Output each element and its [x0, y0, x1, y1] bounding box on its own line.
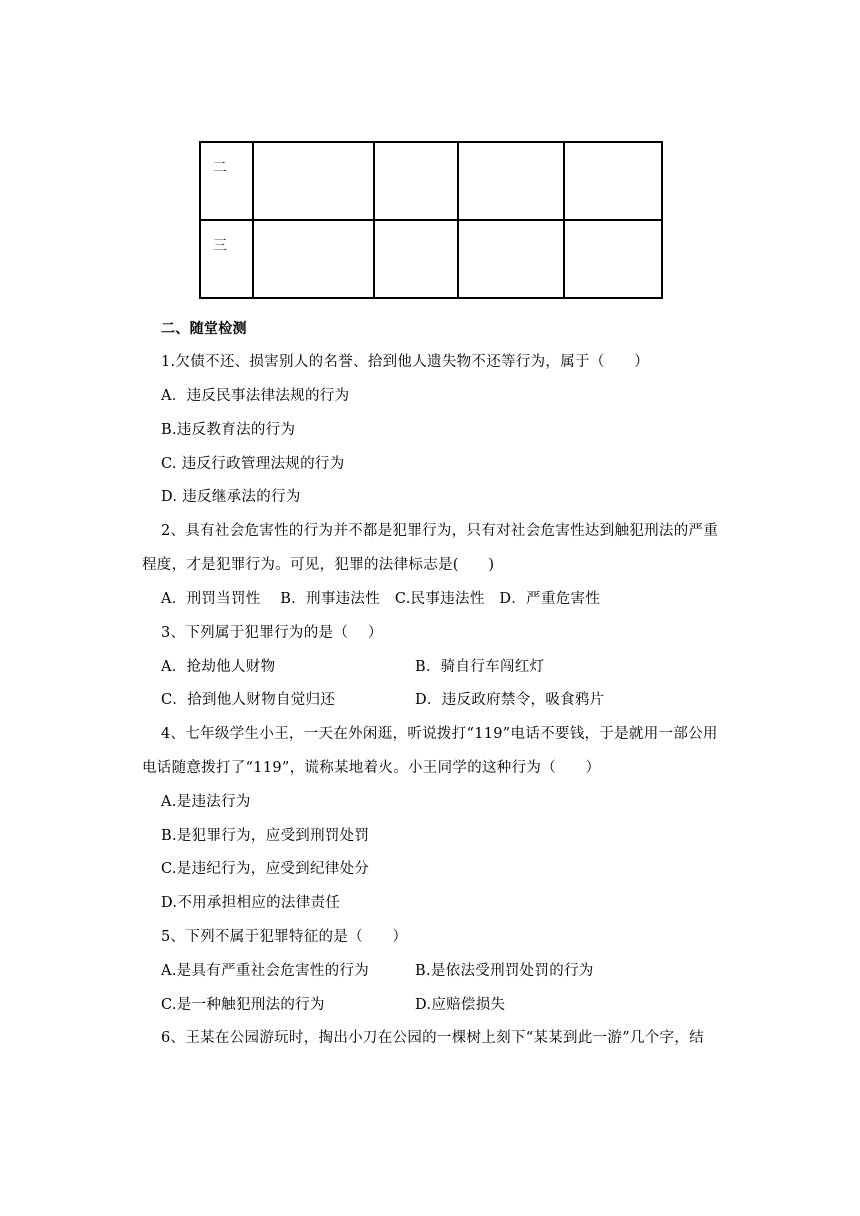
question-4-option-d: D.不用承担相应的法律责任 — [161, 895, 341, 911]
question-2-options: A．刑罚当罚性 B．刑事违法性 C.民事违法性 D．严重危害性 — [161, 591, 601, 607]
question-6-stem-line1: 6、王某在公园游玩时，掏出小刀在公园的一棵树上刻下“某某到此一游”几个字，结 — [161, 1030, 704, 1046]
row-label: 二 — [200, 142, 253, 220]
table-cell — [253, 220, 374, 298]
question-5-stem: 5、下列不属于犯罪特征的是（ ） — [161, 929, 408, 945]
question-4-option-c: C.是违纪行为，应受到纪律处分 — [161, 861, 370, 877]
row-label: 三 — [200, 220, 253, 298]
table-cell — [564, 220, 662, 298]
table-cell — [458, 142, 564, 220]
table-cell — [253, 142, 374, 220]
question-1-option-a: A．违反民事法律法规的行为 — [161, 388, 350, 404]
question-4-option-b: B.是犯罪行为，应受到刑罚处罚 — [161, 828, 370, 844]
answer-table — [199, 141, 663, 299]
question-3-option-d: D．违反政府禁令，吸食鸦片 — [415, 692, 605, 708]
table-cell — [374, 142, 458, 220]
question-3-option-c: C．拾到他人财物自觉归还 — [161, 692, 336, 708]
question-4-stem-line1: 4、七年级学生小王，一天在外闲逛，听说拨打“119”电话不要钱，于是就用一部公用 — [161, 726, 718, 742]
question-4-stem-line2: 电话随意拨打了“119”，谎称某地着火。小王同学的这种行为（ ） — [142, 760, 601, 776]
table-cell — [564, 142, 662, 220]
question-1-stem: 1.欠债不还、损害别人的名誉、拾到他人遗失物不还等行为，属于（ ） — [161, 354, 650, 370]
question-2-stem-line2: 程度，才是犯罪行为。可见，犯罪的法律标志是( ) — [142, 557, 495, 573]
question-3-option-a: A．抢劫他人财物 — [161, 659, 276, 675]
question-1-option-b: B.违反教育法的行为 — [161, 422, 296, 438]
question-3-stem: 3、下列属于犯罪行为的是（ ） — [161, 625, 383, 641]
table-row — [200, 220, 662, 298]
question-5-option-a: A.是具有严重社会危害性的行为 — [161, 963, 370, 979]
question-1-option-c: C. 违反行政管理法规的行为 — [161, 456, 345, 472]
question-5-option-d: D.应赔偿损失 — [415, 997, 506, 1013]
table-cell — [458, 220, 564, 298]
question-5-option-b: B.是依法受刑罚处罚的行为 — [415, 963, 594, 979]
question-5-option-c: C.是一种触犯刑法的行为 — [161, 997, 325, 1013]
question-3-option-b: B．骑自行车闯红灯 — [415, 659, 545, 675]
question-1-option-d: D. 违反继承法的行为 — [161, 489, 301, 505]
table-cell — [374, 220, 458, 298]
question-4-option-a: A.是违法行为 — [161, 794, 251, 810]
table-row — [200, 142, 662, 220]
question-2-stem-line1: 2、具有社会危害性的行为并不都是犯罪行为，只有对社会危害性达到触犯刑法的严重 — [161, 523, 719, 539]
section-title: 二、随堂检测 — [161, 321, 247, 337]
